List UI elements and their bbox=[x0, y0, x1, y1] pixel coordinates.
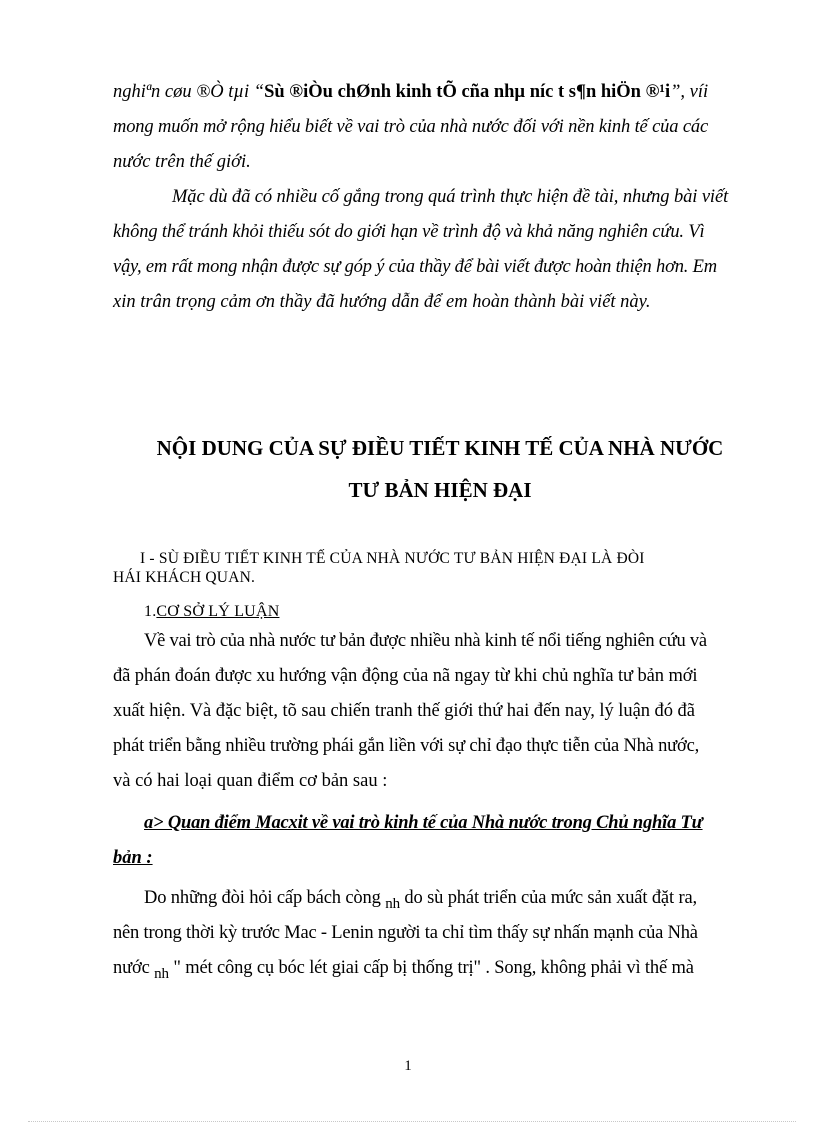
para-a-line-1-inset: nh bbox=[385, 896, 400, 912]
intro-line-5: không thể tránh khỏi thiếu sót do giới hạn về trình độ và khả năng nghiên cứu. Vì bbox=[113, 222, 705, 242]
para-a-line-1-start: Do những đòi hỏi cấp bách còng bbox=[144, 888, 381, 908]
body-line-3: xuất hiện. Và đặc biệt, tõ sau chiến tranh thế giới thứ hai đến nay, lý luận đó đã bbox=[113, 701, 695, 721]
intro-line-1-suffix: ”, víi bbox=[670, 82, 709, 102]
para-a-line-3-end: " mét công cụ bóc lét giai cấp bị thống trị" . Song, không phải vì thế mà bbox=[173, 958, 694, 978]
intro-line-3: nước trên thế giới. bbox=[113, 152, 251, 172]
intro-line-1 bbox=[113, 75, 708, 110]
subsection-title: CƠ SỞ LÝ LUẬN bbox=[156, 603, 280, 620]
page-number: 1 bbox=[404, 1058, 412, 1074]
intro-topic-title: Sù ®iÒu chØnh kinh tÕ cña nhµ níc t s¶n hiÖn ®¹i bbox=[264, 82, 671, 102]
para-a-line-1-end: do sù phát triển của mức sản xuất đặt ra, bbox=[404, 888, 697, 908]
body-line-1: Về vai trò của nhà nước tư bản được nhiều nhà kinh tế nổi tiếng nghiên cứu và bbox=[144, 631, 707, 651]
para-a-line-1 bbox=[144, 881, 697, 917]
subheading-a-line-1: a> Quan điểm Macxit về vai trò kinh tế của Nhà nước trong Chủ nghĩa Tư bbox=[144, 813, 703, 833]
body-line-4: phát triển bằng nhiều trường phái gắn liền với sự chỉ đạo thực tiễn của Nhà nước, bbox=[113, 736, 699, 756]
main-heading-line-1: NỘI DUNG CỦA SỰ ĐIỀU TIẾT KINH TẾ CỦA NHÀ NƯỚC bbox=[156, 436, 724, 460]
subsection-1-heading bbox=[144, 602, 279, 621]
body-line-5: và có hai loại quan điểm cơ bản sau : bbox=[113, 771, 388, 791]
page-bottom-edge bbox=[28, 1121, 796, 1122]
intro-line-4: Mặc dù đã có nhiều cố gắng trong quá trình thực hiện đề tài, nhưng bài viết bbox=[172, 187, 729, 207]
subheading-a-line-2: bản : bbox=[113, 848, 153, 868]
section-1-title-line-1: I - SÙ ĐIỀU TIẾT KINH TẾ CỦA NHÀ NƯỚC TƯ BẢN HIỆN ĐẠI LÀ ĐÒI bbox=[140, 550, 645, 567]
para-a-line-3-inset: nh bbox=[154, 966, 169, 982]
intro-line-1-prefix: nghiªn cøu ®Ò tµi “ bbox=[113, 82, 265, 102]
body-line-2: đã phán đoán được xu hướng vận động của nã ngay từ khi chủ nghĩa tư bản mới bbox=[113, 666, 698, 686]
para-a-line-3-start: nước bbox=[113, 958, 150, 978]
para-a-line-2: nên trong thời kỳ trước Mac - Lenin người ta chỉ tìm thấy sự nhấn mạnh của Nhà bbox=[113, 923, 698, 943]
intro-line-7: xin trân trọng cảm ơn thầy đã hướng dẫn để em hoàn thành bài viết này. bbox=[113, 292, 651, 312]
intro-line-6: vậy, em rất mong nhận được sự góp ý của thầy để bài viết được hoàn thiện hơn. Em bbox=[113, 257, 717, 277]
para-a-line-3 bbox=[113, 951, 694, 987]
main-heading-line-2: TƯ BẢN HIỆN ĐẠI bbox=[348, 478, 532, 502]
intro-line-2: mong muốn mở rộng hiểu biết về vai trò của nhà nước đối với nền kinh tế của các bbox=[113, 117, 709, 137]
section-1-title-line-2: HÁI KHÁCH QUAN. bbox=[113, 569, 256, 586]
subsection-number: 1. bbox=[144, 603, 157, 620]
